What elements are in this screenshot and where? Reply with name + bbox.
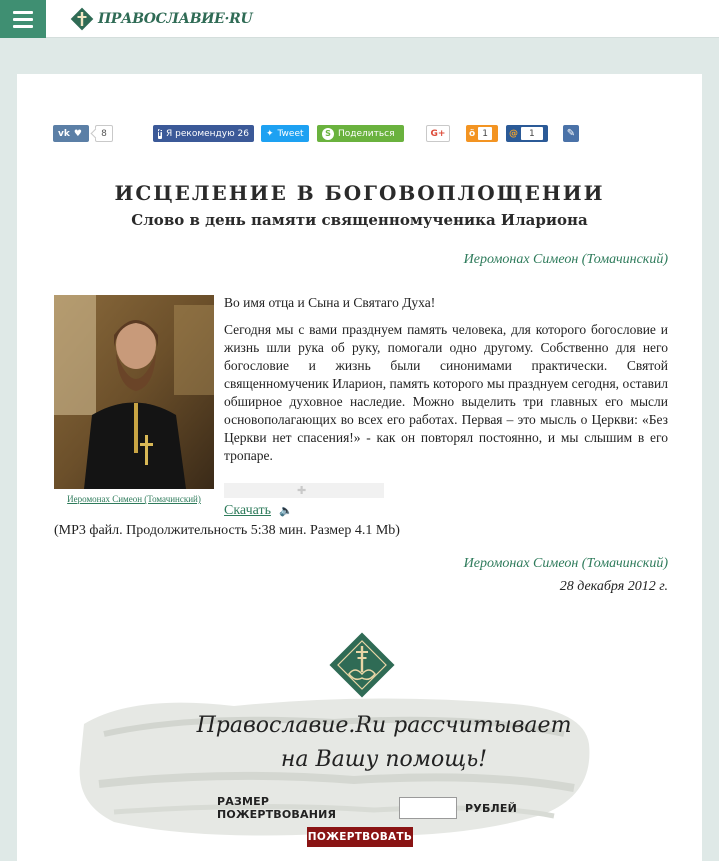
heart-icon: ♥: [73, 128, 82, 139]
google-plus-button[interactable]: [426, 125, 450, 142]
audio-player[interactable]: [224, 483, 384, 498]
share-icon: S: [322, 128, 334, 140]
livejournal-button[interactable]: [563, 125, 579, 142]
mail-ru-count: 1: [521, 127, 543, 140]
menu-button[interactable]: [0, 0, 46, 38]
article-date: 28 декабря 2012 г.: [559, 579, 668, 594]
menu-bar-icon: [13, 18, 33, 21]
site-logo[interactable]: [70, 6, 252, 32]
content-panel: [17, 74, 702, 861]
share-bar: [53, 125, 683, 143]
logo-emblem-icon: [70, 7, 94, 31]
menu-bar-icon: [13, 11, 33, 14]
slogan-line: Православие.Ru рассчитывает: [196, 713, 572, 738]
odnoklassniki-count: 1: [478, 127, 492, 140]
donation-banner: [74, 629, 594, 861]
mail-ru-icon: @: [509, 128, 518, 139]
google-plus-label: G+: [430, 128, 446, 139]
speaker-icon: 🔈: [279, 504, 293, 517]
vk-icon: vk: [58, 128, 70, 139]
slogan-line: на Вашу помощь!: [280, 747, 488, 772]
facebook-recommend-label: Я рекомендую 26: [166, 128, 249, 139]
mail-ru-button[interactable]: [506, 125, 548, 142]
article-paragraph: Во имя отца и Сына и Святаго Духа!: [224, 295, 436, 310]
photo-caption-link[interactable]: Иеромонах Симеон (Томачинский): [67, 494, 201, 504]
article-body: [224, 294, 668, 474]
download-link[interactable]: Скачать: [224, 503, 271, 518]
twitter-icon: ✦: [266, 128, 274, 139]
share-button[interactable]: [317, 125, 404, 142]
pencil-icon: ✎: [566, 128, 576, 139]
facebook-recommend-button[interactable]: [153, 125, 254, 142]
vk-share-count: 8: [95, 125, 113, 142]
vk-share-button[interactable]: [53, 125, 89, 142]
twitter-tweet-button[interactable]: [261, 125, 309, 142]
donate-button[interactable]: ПОЖЕРТВОВАТЬ: [307, 827, 413, 847]
article-paragraph: Сегодня мы с вами празднуем память человека, для которого богословие и жизнь шли рука об руку, помогали одно другому. Собственно для него богословие и жизнь были синонимами практически. Святой священномученик Иларион, память которого мы празднуем сегодня, оставил обширное духовное наследие. Можно выделить три главных его мысли основополагающих во всех его работах. Первая – это мысль о Церкви: «Без Церкви нет спасения!» - как он повторял постоянно, и мы слышим в его тропаре.: [224, 322, 668, 463]
article-title: ИСЦЕЛЕНИЕ В БОГОВОПЛОЩЕНИИ: [114, 181, 605, 205]
currency-label: РУБЛЕЙ: [465, 801, 517, 815]
orthodox-emblem-icon: [329, 632, 395, 698]
odnoklassniki-icon: ӧ: [469, 128, 476, 139]
top-bar: [0, 0, 719, 38]
author-signature-link[interactable]: Иеромонах Симеон (Томачинский): [463, 556, 668, 571]
menu-bar-icon: [13, 25, 33, 28]
donation-amount-label: РАЗМЕР ПОЖЕРТВОВАНИЯ: [217, 795, 337, 821]
author-photo: [54, 295, 214, 489]
logo-text: ПРАВОСЛАВИЕ·RU: [98, 11, 253, 27]
plugin-icon: ✚: [297, 484, 307, 497]
article-subtitle: Слово в день памяти священномученика Илариона: [131, 211, 588, 229]
share-label: Поделиться: [338, 128, 395, 139]
donation-slogan: [174, 709, 594, 777]
donation-amount-input[interactable]: [399, 797, 457, 819]
donation-amount-row: [217, 797, 517, 819]
odnoklassniki-button[interactable]: [466, 125, 498, 142]
tweet-label: Tweet: [277, 128, 304, 139]
author-link[interactable]: Иеромонах Симеон (Томачинский): [463, 252, 668, 267]
mp3-info: (MP3 файл. Продолжительность 5:38 мин. Размер 4.1 Mb): [54, 523, 400, 538]
facebook-icon: f: [158, 128, 162, 139]
